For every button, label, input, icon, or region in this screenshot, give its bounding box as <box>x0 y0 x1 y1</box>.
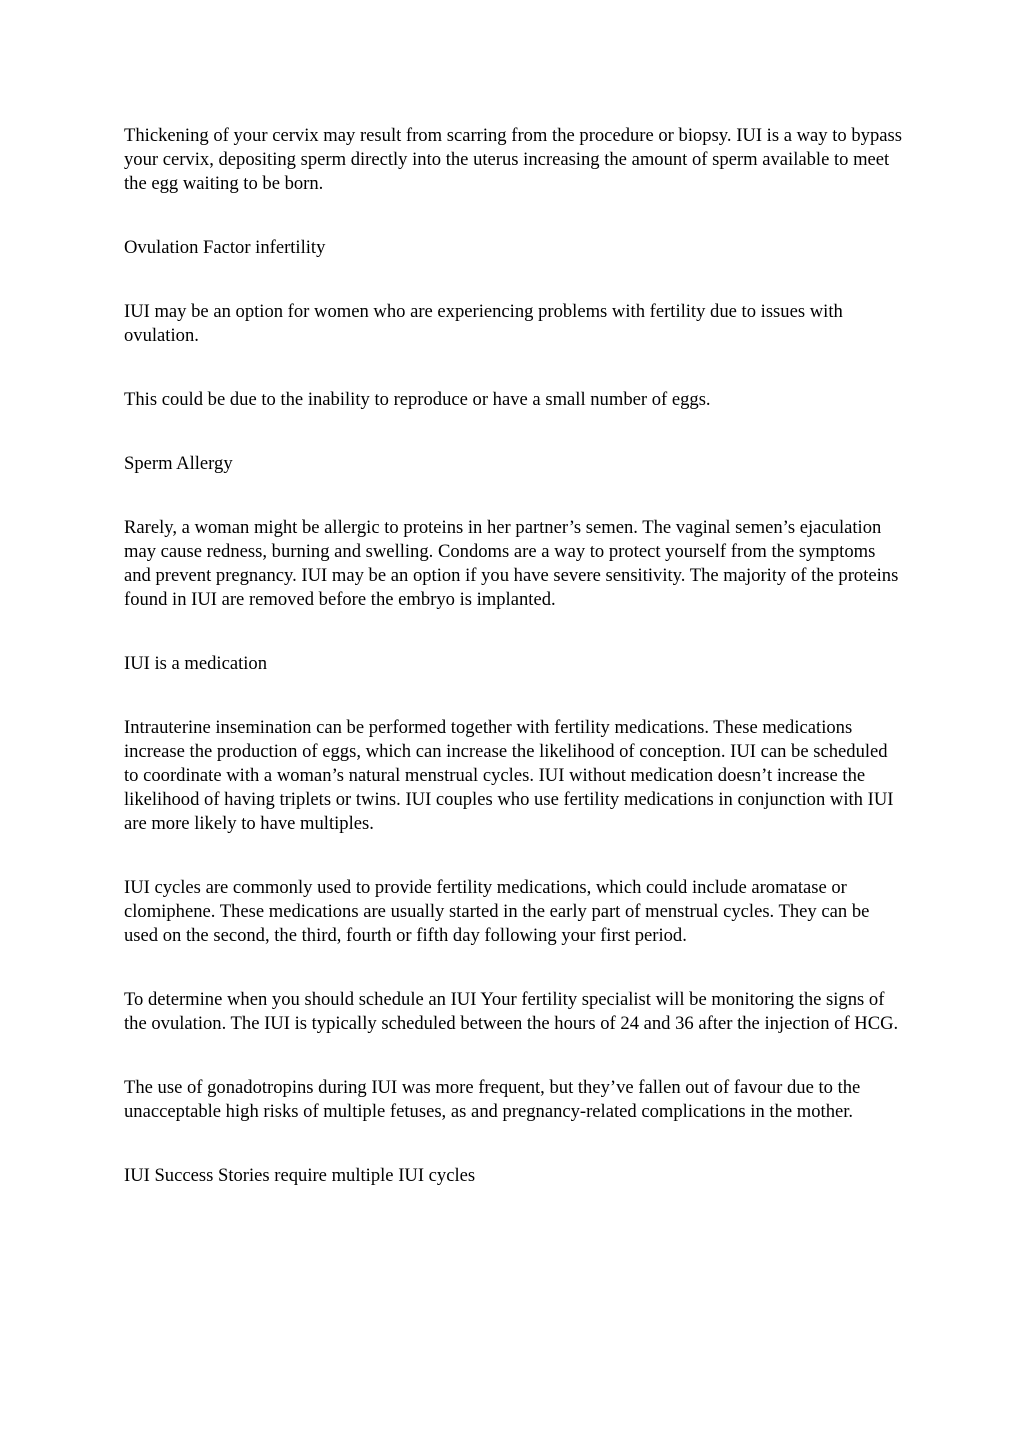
paragraph-ovulation-option: IUI may be an option for women who are experiencing problems with fertility due to issues with ovulation. <box>124 301 843 346</box>
paragraph-sperm-allergy: Rarely, a woman might be allergic to proteins in her partner’s semen. The vaginal semen’s ejaculation may cause redness, burning and swelling. Condoms are a way to protect yourself from the symptoms and prevent pregnancy. IUI may be an option if you have severe sensitivity. The majority of the proteins found in IUI are removed before the embryo is implanted. <box>124 517 899 610</box>
paragraph-iui-scheduling: To determine when you should schedule an IUI Your fertility specialist will be monitoring the signs of the ovulation. The IUI is typically scheduled between the hours of 24 and 36 after the injection of HCG. <box>124 989 899 1034</box>
heading-ovulation-factor: Ovulation Factor infertility <box>124 237 326 258</box>
heading-sperm-allergy: Sperm Allergy <box>124 453 233 474</box>
heading-success-stories: IUI Success Stories require multiple IUI cycles <box>124 1165 476 1186</box>
paragraph-iui-cycles: IUI cycles are commonly used to provide fertility medications, which could include aromatase or clomiphene. These medications are usually started in the early part of menstrual cycles. They can be used on the second, the third, fourth or fifth day following your first period. <box>124 877 870 946</box>
paragraph-gonadotropins: The use of gonadotropins during IUI was more frequent, but they’ve fallen out of favour due to the unacceptable high risks of multiple fetuses, as and pregnancy-related complications in the mother. <box>124 1077 861 1122</box>
document-page <box>124 124 904 1188</box>
paragraph-small-number-eggs: This could be due to the inability to reproduce or have a small number of eggs. <box>124 389 711 410</box>
heading-iui-medication: IUI is a medication <box>124 653 268 674</box>
paragraph-cervix-thickening: Thickening of your cervix may result from scarring from the procedure or biopsy. IUI is a way to bypass your cervix, depositing sperm directly into the uterus increasing the amount of sperm available to meet the egg waiting to be born. <box>124 125 902 194</box>
paragraph-fertility-medications: Intrauterine insemination can be performed together with fertility medications. These medications increase the production of eggs, which can increase the likelihood of conception. IUI can be scheduled to coordinate with a woman’s natural menstrual cycles. IUI without medication doesn’t increase the likelihood of having triplets or twins. IUI couples who use fertility medications in conjunction with IUI are more likely to have multiples. <box>124 717 894 834</box>
